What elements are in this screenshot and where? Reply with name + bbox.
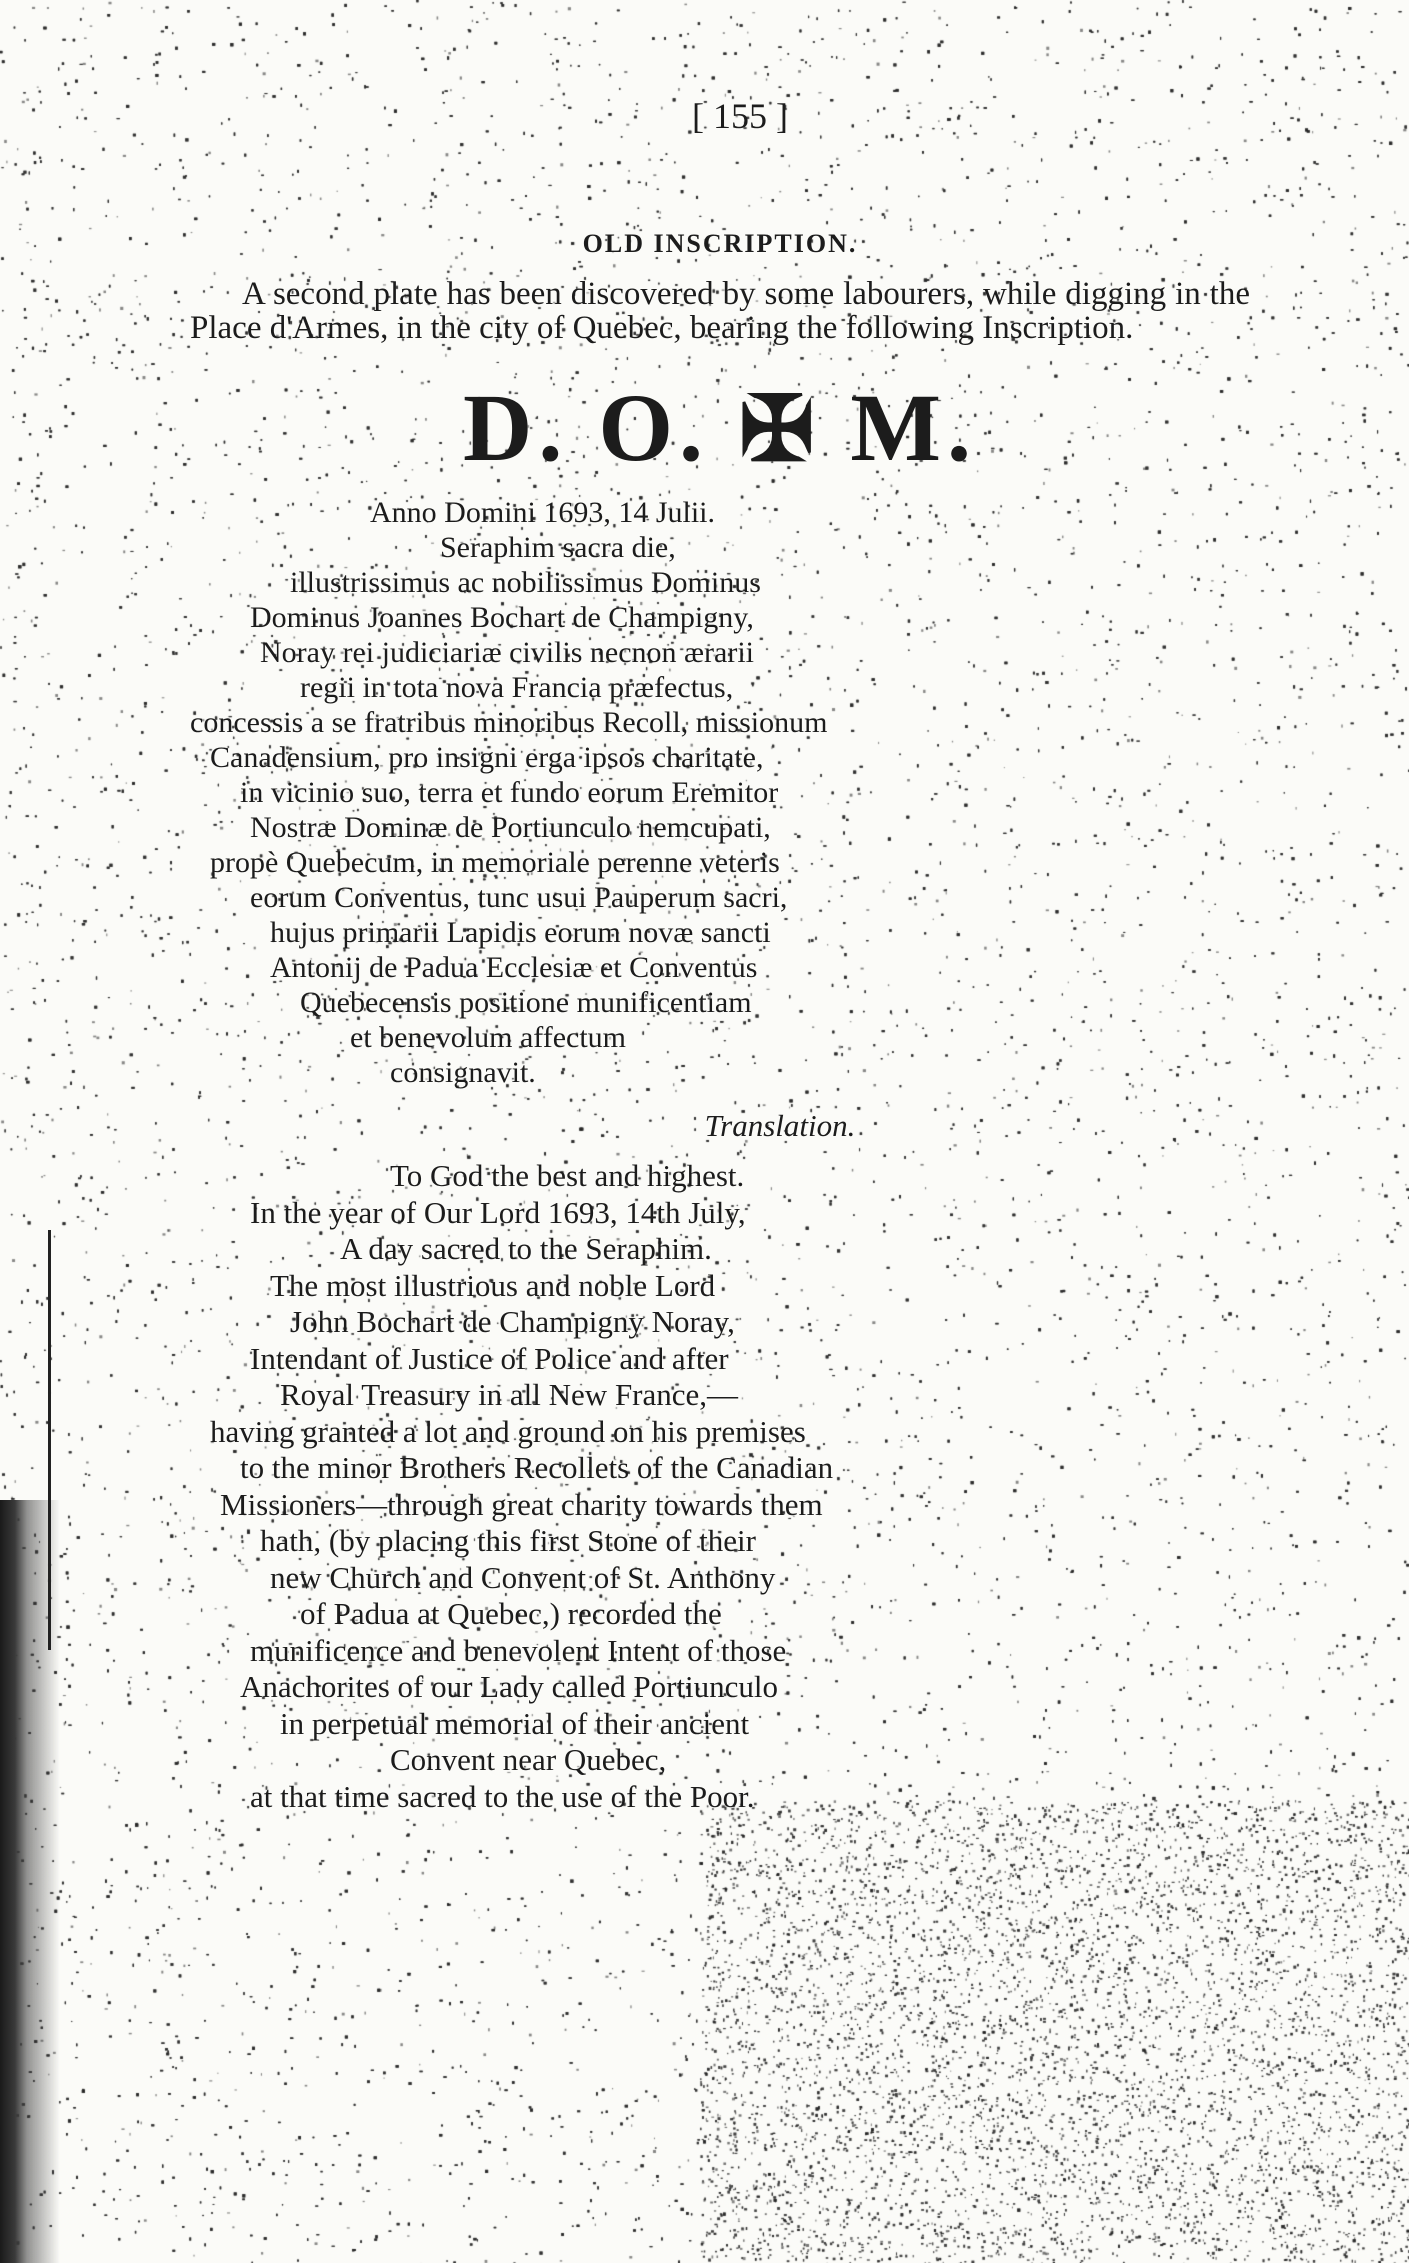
english-line: The most illustrious and noble Lord	[270, 1267, 716, 1303]
binding-shadow	[0, 1500, 60, 2263]
latin-line: et benevolum affectum	[350, 1021, 627, 1054]
latin-line: Noray rei judiciariæ civilis necnon ærarii	[260, 636, 755, 669]
english-line: Intendant of Justice of Police and after	[250, 1340, 729, 1376]
page-content	[190, 95, 1250, 1815]
english-line: John Bochart de Champigny Noray,	[290, 1304, 735, 1339]
translation-heading: Translation.	[704, 1108, 856, 1143]
latin-line: propè Quebecum, in memoriale perenne veteris	[210, 846, 780, 879]
english-line: new Church and Convent of St. Anthony	[270, 1559, 776, 1595]
latin-line: Antonij de Padua Ecclesiæ et Conventus	[270, 951, 758, 984]
latin-line: Dominus Joannes Bochart de Champigny,	[250, 601, 754, 634]
english-line: To God the best and highest.	[390, 1158, 745, 1193]
english-translation	[190, 1158, 1250, 1815]
latin-line: Seraphim sacra die,	[440, 531, 676, 564]
latin-line: Quebecensis positione munificentiam	[300, 986, 752, 1019]
latin-line: Nostræ Dominæ de Portiunculo nemcupati,	[250, 811, 771, 844]
latin-line: regii in tota nova Francia præfectus,	[300, 671, 734, 704]
dom-left: D. O.	[462, 374, 709, 481]
english-line: hath, (by placing this first Stone of their	[260, 1523, 756, 1558]
latin-inscription	[190, 495, 1250, 1090]
dom-right: M.	[850, 374, 978, 481]
intro-paragraph: A second plate has been discovered by some labourers, while digging in the Place d'Armes, in the city of Quebec, bearing the following Inscription.	[190, 276, 1250, 346]
section-heading: OLD INSCRIPTION.	[582, 229, 858, 258]
english-line: In the year of Our Lord 1693, 14th July,	[250, 1194, 746, 1230]
english-line: in perpetual memorial of their ancient	[280, 1705, 750, 1741]
latin-line: consignavit.	[390, 1056, 536, 1089]
latin-line: Canadensium, pro insigni erga ipsos charitate,	[210, 741, 764, 774]
english-line: at that time sacred to the use of the Poor.	[250, 1778, 755, 1814]
english-line: munificence and benevolent Intent of those	[250, 1632, 787, 1668]
english-line: Convent near Quebec,	[390, 1742, 667, 1777]
page-number: [ 155 ]	[692, 96, 788, 136]
english-line: A day sacred to the Seraphim.	[340, 1231, 712, 1266]
latin-line: concessis a se fratribus minoribus Recoll, missionum	[190, 706, 828, 739]
english-line: Anachorites of our Lady called Portiunculo	[240, 1669, 779, 1704]
dom-monogram	[190, 374, 1250, 481]
english-line: Royal Treasury in all New France,—	[280, 1377, 739, 1412]
english-line: having granted a lot and ground on his premises	[210, 1413, 806, 1449]
english-line: of Padua at Quebec,) recorded the	[300, 1596, 722, 1631]
english-line: Missioners—through great charity towards them	[220, 1486, 823, 1522]
latin-line: Anno Domini 1693, 14 Julii.	[370, 496, 716, 529]
cross-icon: ✠	[738, 381, 821, 480]
latin-line: eorum Conventus, tunc usui Pauperum sacri,	[250, 881, 788, 914]
latin-line: illustrissimus ac nobilissimus Dominus	[290, 566, 761, 599]
english-line: to the minor Brothers Recollets of the Canadian	[240, 1450, 834, 1485]
latin-line: in vicinio suo, terra et fundo eorum Eremitor	[240, 776, 779, 809]
binding-edge	[48, 1230, 51, 1650]
latin-line: hujus primarii Lapidis eorum novæ sancti	[270, 916, 771, 949]
